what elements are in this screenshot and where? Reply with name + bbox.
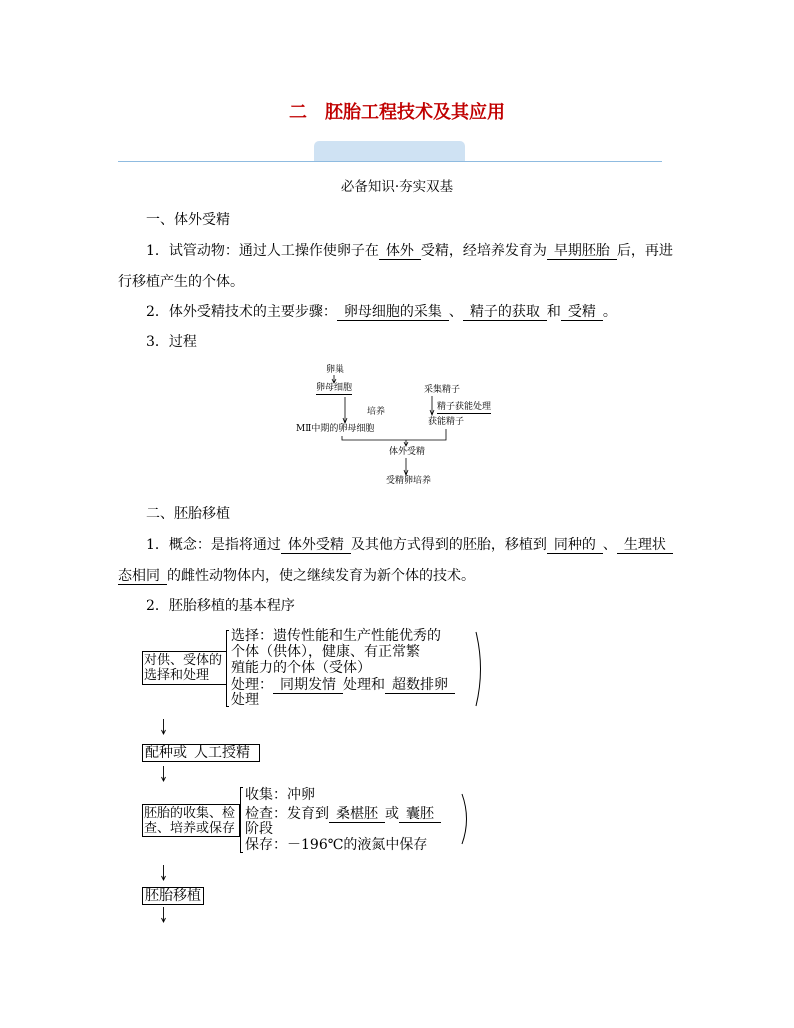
node-capacitated-sperm: 获能精子 — [428, 417, 465, 427]
text-segment: 1．概念：是指将通过 — [146, 537, 281, 553]
banner-rule — [118, 161, 662, 162]
text-segment: 处理和 — [343, 677, 385, 693]
step4-box: 胚胎移植 — [142, 887, 204, 905]
step3-box-line: 胚胎的收集、检 — [144, 806, 236, 821]
step3-check-line — [245, 806, 441, 822]
label-culture: 培养 — [367, 407, 386, 417]
arrow-oocyte-to-mii — [343, 397, 347, 423]
text-segment: 后，再进 — [616, 243, 673, 259]
step1-box-line: 对供、受体的 — [144, 653, 223, 668]
answer-blank: 精子的获取 — [463, 304, 547, 321]
node-oocyte: 卵母细胞 — [316, 383, 353, 393]
step3-preserve-line: 保存：－196℃的液氮中保存 — [245, 837, 428, 853]
section2-item1-line2 — [118, 566, 475, 586]
step1-selection-line: 殖能力的个体（受体） — [231, 660, 371, 676]
step3-right-bracket — [460, 793, 472, 845]
bracket-curve — [462, 794, 467, 844]
section2-item1-line1 — [146, 535, 673, 555]
text-segment: 。 — [602, 304, 617, 320]
text-segment: 的雌性动物体内，使之继续发育为新个体的技术。 — [167, 568, 475, 584]
text-segment: 和 — [546, 304, 561, 320]
answer-blank: 囊胚 — [399, 806, 441, 823]
step3-collect-line: 收集：冲卵 — [245, 787, 315, 803]
down-arrow-icon — [159, 766, 168, 782]
step1-right-bracket — [474, 631, 486, 707]
answer-blank: 体外受精 — [281, 537, 351, 554]
text-segment: 或 — [385, 806, 399, 822]
node-in-vitro-fertilization: 体外受精 — [389, 447, 426, 457]
text-segment: 检查：发育到 — [245, 806, 329, 822]
down-arrow-icon — [159, 865, 168, 881]
section1-item3: 3．过程 — [146, 334, 197, 350]
section1-item1-line1 — [146, 241, 673, 261]
step1-selection-line: 选择：遗传性能和生产性能优秀的 — [231, 628, 441, 644]
section1-item1-line2: 行移植产生的个体。 — [118, 274, 244, 290]
arrow-ivf-to-zygote — [404, 458, 408, 475]
step3-left-bracket — [240, 787, 243, 853]
text-segment: 配种或 — [145, 745, 187, 761]
node-ovary: 卵巢 — [326, 365, 345, 375]
answer-blank: 早期胚胎 — [547, 243, 617, 260]
node-zygote-culture: 受精卵培养 — [386, 476, 432, 486]
section2-item2: 2．胚胎移植的基本程序 — [146, 598, 295, 614]
text-segment: 处理： — [231, 677, 273, 693]
down-arrow-icon — [159, 907, 168, 923]
step1-selection-line: 个体（供体），健康、有正常繁 — [231, 644, 420, 660]
answer-blank: 态相同 — [118, 568, 167, 585]
answer-blank: 受精 — [561, 304, 603, 321]
text-segment: 、 — [448, 304, 463, 320]
step3-box-line: 查、培养或保存 — [144, 821, 236, 836]
step2-box — [142, 744, 260, 762]
node-collect-sperm: 采集精子 — [424, 385, 461, 395]
arrow-ovary-to-oocyte — [332, 375, 336, 383]
answer-blank: 桑椹胚 — [329, 806, 385, 823]
answer-blank: 卵母细胞的采集 — [337, 304, 449, 321]
down-arrow-icon — [159, 719, 168, 735]
arrow-sperm-capacitation — [430, 396, 434, 415]
text-segment: 1．试管动物：通过人工操作使卵子在 — [146, 243, 379, 259]
banner-heading: 必备知识·夯实双基 — [340, 179, 454, 195]
text-segment: 、 — [602, 537, 617, 553]
page-title — [0, 101, 794, 125]
answer-blank: 超数排卵 — [385, 677, 455, 694]
answer-blank: 同种的 — [547, 537, 603, 554]
text-segment: 受精，经培养发育为 — [420, 243, 547, 259]
text-segment: 2．体外受精技术的主要步骤： — [146, 304, 337, 320]
step3-box — [142, 804, 240, 837]
title-number: 二 — [289, 102, 307, 123]
node-mii-oocyte: MⅡ中期的卵母细胞 — [296, 424, 375, 434]
label-capacitation: 精子获能处理 — [437, 402, 492, 412]
section2-heading: 二、胚胎移植 — [146, 506, 230, 522]
step3-check-suffix: 阶段 — [245, 821, 273, 837]
answer-blank: 同期发情 — [273, 677, 343, 694]
connector-sperm-to-ivf — [406, 429, 446, 440]
arrow-to-ivf — [404, 440, 408, 446]
step1-treatment-line — [231, 677, 455, 693]
answer-blank: 生理状 — [617, 537, 673, 554]
answer-blank: 人工授精 — [187, 745, 257, 762]
text-segment: 及其他方式得到的胚胎，移植到 — [350, 537, 547, 553]
answer-blank: 体外 — [379, 243, 421, 260]
step1-left-bracket — [226, 630, 229, 707]
ivf-process-diagram — [280, 360, 520, 490]
step1-treatment-suffix: 处理 — [231, 692, 259, 708]
step1-box — [142, 651, 227, 685]
connector-mii-to-ivf — [342, 436, 406, 440]
section1-heading: 一、体外受精 — [146, 212, 230, 228]
banner-tab — [314, 141, 465, 162]
step1-box-line: 选择和处理 — [144, 668, 210, 683]
section1-item2 — [146, 302, 617, 322]
title-text: 胚胎工程技术及其应用 — [325, 102, 505, 123]
bracket-curve — [476, 632, 481, 706]
